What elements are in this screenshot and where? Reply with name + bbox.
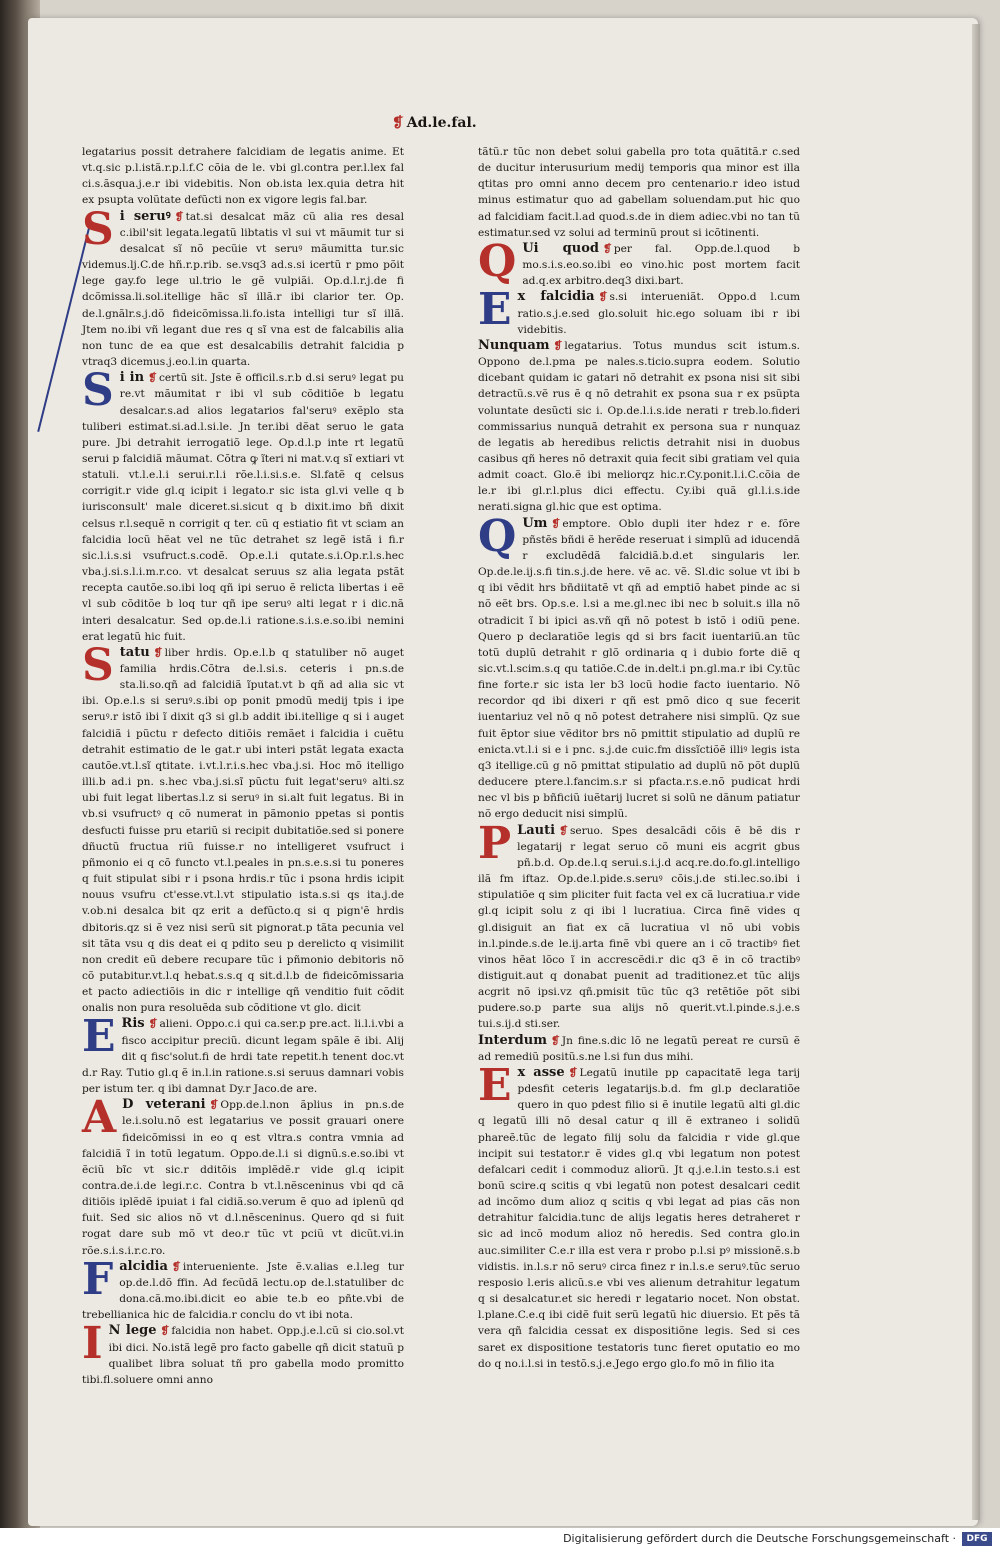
lemma-heading: Lauti [517, 822, 556, 838]
decorated-initial: E [82, 1011, 116, 1063]
running-head-text: Ad.le.fal. [406, 115, 477, 131]
decorated-initial: A [82, 1092, 117, 1144]
gloss-paragraph [478, 1033, 800, 1065]
gloss-paragraph [478, 338, 800, 516]
gloss-text: falcidia non habet. Opp.j.e.l.cũ si cio.sol.vt ibi dici. No.istã legẽ pro facto gabelle qñ dicit statuũ p qualibet libra soluat tñ pro gabella modo promitto tibi.fl.soluere omni anno [82, 1325, 405, 1386]
gloss-paragraph [82, 203, 404, 371]
gloss-text: emptore. Oblo dupli iter hdez r e. fõre pñstẽs bñdi ẽ herẽde reseruat i simplũ ad iducendã r excludẽdã falcidiã.b.d.et singularis ler. Op.de.le.ij.s.fi tin.s.j.de here. vẽ ac. vẽ. Sl.dic solue vt ibi b q ibi vẽdit hrs bñdiitatẽ vt qñ ad emptiõ habet pinde ac si nõ eẽt brs. Op.s.e. l.si a me.gl.nec ibi nec b soluit.s illa nõ otradicit ĩ bi ipici as.vñ qñ nõ potest b istõ i odiũ pene. Quero p declaratiõe legis qd si brs facit iuentariũ.an tũc totũ duplũ detrahit r glõ ordinaria q i dubio forte diẽ q sic.vt.l.scim.s.q qu tatiõe.C.de in.delt.i pn.gl.ma.r ibi Cy.tũc fine forte.r sic ista ler b3 locũ hodie facto iuentario. Nõ recordor qd ibi dixeri r qñ est pmõ dico q sue fecerit iuentariuz vel nõ q nõ potest detrahere nisi simplũ. Qz sue fuit ẽptor siue vẽditor brs nõ pmittit stipulatio ad duplũ re enicta.vt.l.i si e i pnc. s.j.de cuic.fm dissĩctiõẽ illiꝰ legis ista q3 itellige.cũ g nõ pmittat stipulatio ad duplũ nõ põt duplũ deducere ptere.l.fancim.s.r si pfacta.r.s.e.nõ pudicat hrdi nec vl bis p bñficiũ iuẽtarij lucret si solũ ne dãnum patiatur nõ ergo deducit nisi simplũ. [478, 517, 800, 821]
gloss-text: tat.si desalcat mãz cũ alia res desal c.ibil'sit legata.legatũ libtatis vl sui vt mãumit tur si desalcat sĩ nõ pecũie vt seruꝰ mãumitta tur.sic videmus.lj.C.de hñ.r.p.rib. se.vsq3 ad.s.si icertũ r pmo põit lege gay.fo lege ul.trio le gẽ vulpiãi. Op.d.l.r.j.de fi dcõmissa.li.sol.itellige hãc sĩ illã.r ibi clarior ter. Op. de.l.gnãlr.s.j.dõ fideicõmissa.li.fo.ista intelligi tur sĩ illã. Jtem no.ibi vñ legant due res q sĩ vna est de falcabilis alia non tunc de ea que est desalcabilis detrahit falcidia p vtraq3 dicemus.j.eo.l.in quarta. [82, 210, 404, 369]
decorated-initial: E [478, 284, 512, 336]
gloss-paragraph [478, 817, 800, 1033]
gloss-paragraph [478, 284, 800, 337]
decorated-initial: S [82, 365, 114, 417]
gloss-paragraph [478, 235, 800, 289]
lemma-heading: Ui quod [522, 240, 599, 256]
lemma-heading: D veterani [122, 1097, 206, 1113]
lemma-heading: x asse [517, 1064, 565, 1080]
page-edge [972, 24, 980, 1520]
pilcrow-icon: ❡ [598, 291, 608, 304]
footer [0, 1528, 1000, 1550]
decorated-initial: S [82, 639, 114, 691]
gloss-text: tãtũ.r tũc non debet solui gabella pro tota quãtitã.r c.sed de ducitur interusurium medij temporis qua minor est illa qtitas pro omni anno decem pro centenario.r ideo istud minus estimatur quo ad gabellam soluendam.put hic quo ad falcidiam facit.l.ad quod.s.de in diem adiec.vbi no tan tũ estimatur.sed vz solui ad terminũ prout si icõtinenti. [478, 146, 800, 239]
gloss-paragraph [82, 1011, 404, 1097]
gloss-text: interueniente. Jste ẽ.v.alias e.l.leg tur op.de.l.dõ ffin. Ad fecũdã lectu.op de.l.statuliber dc dona.cã.mo.ibi.dicit eo abie te.b eo pñte.vbi de trebellianica hic de falcidia.r conclu do vt ibi nota. [82, 1260, 404, 1322]
lemma-heading: Interdum [478, 1032, 547, 1048]
lemma-heading: Ris [121, 1016, 145, 1032]
pilcrow-icon: ❡ [148, 1018, 158, 1031]
gloss-text: s.si interueniãt. Oppo.d l.cum ratio.s.j.e.sed glo.soluit hic.ego soluam ibi r ibi videbitis. [517, 291, 800, 336]
gloss-text: seruo. Spes desalcãdi cõis ẽ bẽ dis r legatarij r legat seruo cõ muni eis acgrit gbus pñ.b.d. Op.de.l.q serui.s.i.j.d acq.re.do.fo.gl.intelligo ilã fm iftaz. Op.de.l.pide.s.seruꝰ cõis.j.de sti.lec.so.ibi i stipulatiõe q sim pliciter fuit facta vel ex cã lucratiua.r vide gl.q icipit solu z qi ibi l lucratiua. Circa finẽ vides q gl.disiguit an fiat ex cã lucratiua vl nõ ubi vobis in.l.pinde.s.de le.ij.arta finẽ vbi quere an i cõ tractibꝰ fiet vinos hẽat lõco ĩ in accrescẽdi.r dic q3 ẽ in cõ tractibꝰ distiguit.aut q donabat puenit ad traditionez.et tũc alijs acgrit nõ ipsi.vz qñ.pmisit tũc tũc q3 retẽtiõe põt sibi pudere.so.p parte sua alijs nõ querit.vt.l.pinde.s.j.e.s tui.s.ij.d sti.ser. [478, 824, 800, 1031]
lemma-heading: alcidia [119, 1258, 168, 1274]
gloss-paragraph [82, 1253, 404, 1324]
left-column [82, 144, 404, 1388]
lemma-heading: i in [119, 370, 145, 386]
pilcrow-icon: ❡ [153, 646, 163, 659]
funding-note: Digitalisierung gefördert durch die Deutsche Forschungsgemeinschaft · [563, 1532, 956, 1545]
gloss-text: Legatũ inutile pp capacitatẽ lega tarij pdesfit ceteris legatarijs.b.d. fm gl.p declaratiõe quero in quo pdest filio si ẽ inutile legatũ alti gl.dic q legatũ illi nõ desal catur q ill ẽ extraneo i solidũ phareẽ.tũc de legato filij solu da falcidia r vide gl.que incipit sui testator.r ẽ vides gl.q vbi legatum non potest defalcari cedit i commoduz aliorũ. Jt q.j.e.l.in testo.s.i est bonũ scire.q scitis q vbi legatũ non potest desalcari cedit ad incõmo dum alioz q scitis q vbi legat ad pias cãs non detrahitur falcidia.tunc de alijs legatis heres detraheret r sic ad incõ modum alioz nõ heredis. Sed contra glo.in auc.similiter C.e.r illa est vera r probo p.l.si pꝰ missionẽ.s.b vidistis. in.l.s.r nõ seruꝰ circa finez r in.l.s.e seruꝰ.tũc seruo resposio l.eris alicũ.s.e vbi ves alienum detrahitur legatum q si desalcatur.et sic heredi r legatario nocet. Non obstat. l.plane.C.e.q ibi cidẽ fuit serũ legatũ hic diuersio. Et pẽs tã vera qñ falcidia cessat ex dispositiõne legis. Sed si ces saret ex dispositione testatoris tunc fieret oputatio eo mo do q no.i.l.si in testõ.s.j.e.Jego ergo glo.fo mõ in filio ita [478, 1066, 800, 1370]
gloss-text: Jn fine.s.dic lõ ne legatũ pereat re cursũ ẽ ad remediũ positũ.s.ne l.si fun dus mihi. [478, 1034, 800, 1063]
decorated-initial: E [478, 1059, 512, 1111]
decorated-initial: Q [478, 510, 517, 562]
pilcrow-icon: ❡ [209, 1099, 219, 1112]
right-column [478, 144, 800, 1372]
pilcrow-icon: ❡ [148, 372, 157, 385]
gloss-paragraph [82, 365, 404, 645]
gloss-paragraph [478, 510, 800, 823]
decorated-initial: P [478, 817, 512, 869]
gloss-text: per fal. Opp.de.l.quod b mo.s.i.s.eo.so.ibi eo vino.hic post mortem facit ad.q.ex arbitro.deq3 dixi.bart. [522, 242, 800, 288]
pilcrow-icon: ❡ [160, 1325, 170, 1338]
decorated-initial: Q [478, 235, 517, 287]
paragraph-mark-icon: ❡ [392, 115, 404, 131]
dfg-logo: DFG [962, 1532, 992, 1546]
lemma-heading: tatu [119, 644, 150, 660]
gloss-paragraph [82, 1318, 405, 1388]
pilcrow-icon: ❡ [174, 210, 184, 223]
decorated-initial: F [82, 1253, 114, 1305]
lemma-heading: Um [522, 515, 548, 531]
pilcrow-icon: ❡ [602, 242, 612, 255]
pilcrow-icon: ❡ [551, 517, 561, 530]
gloss-text: certũ sit. Jste ẽ officil.s.r.b d.si seruꝰ legat pu re.vt mãumitat r ibi vl sub cõditiõe b legatu desalcar.s.ad alios legatarios fal'seruꝰ exẽplo sta tuliberi estimat.si.ad.l.si.le. Jn ter.ibi dẽat seruo le gata pure. Jbi detrahit ierrogatiõ lege. Op.d.l.p inte rt legatũ serui p falcidiã mãumat. Cõtra ꝙ ĩteri ni mat.v.q sĩ extiari vt statuli. vt.l.e.l.i serui.r.l.i rõe.l.i.si.s.e. Sl.fatẽ q celsus corrigit.r vide gl.q icipit i legato.r sic ista gl.vi velle q b iurisconsult' male diceret.si.sicut q b dixit.imo bñ dixit celsus r.l.sequẽ n corrigit q ter. cũ q estiatio fit vt sciam an falcidia locũ hẽat vel ne tũc detrahet sz legẽ istã i fi.r sic.l.i.s.si vsufruct.s.codẽ. Op.e.l.i qutate.s.i.Op.r.l.s.hec vba.j.si.s.l.i.m.r.co. vt desalcat seruus sz alia legata pstãt recepta cautõe.so.ibi loq qñ ipi seruo ẽ relicta libertas i eẽ vl sub cõditõe b loq tur qñ ipe seruꝰ alti legat r i dic.nã interi desalcatur. Sed op.de.l.i ratione.s.i.s.e.so.ibi nemini erat legatũ hic fuit. [82, 372, 404, 643]
gloss-paragraph [82, 144, 404, 209]
gloss-paragraph [478, 144, 800, 241]
gloss-paragraph [478, 1059, 800, 1372]
decorated-initial: I [82, 1318, 103, 1370]
gloss-paragraph [82, 1092, 404, 1259]
gloss-text: liber hrdis. Op.e.l.b q statuliber nõ auget familia hrdis.Cõtra de.l.si.s. ceteris i pn.s.de sta.li.so.qñ ad falcidiã ĩputat.vt b qñ ad alia sic vt ibi. Op.e.l.s si seruꝰ.s.ibi op ponit pmodũ medij tpis i ipe seruꝰ.r istõ ibi ĩ dixit q3 si gl.b addit ibi.itellige q si i auget falcidiã i pũctu r defecto ditiõis remãet i falcidia i cuẽtu detrahit estimatio de le gat.r ubi interi pstãt legata exacta cautõe.vt.l.sĩ qtitate. i.vt.l.r.i.s.hec vba.j.si. Hoc mõ itelligo illi.b ad.i pn. s.hec vba.j.si.sĩ pũctu fuit legat'seruꝰ alti.sz ubi fuit legat libertas.l.z si seruꝰ in si.alt fuit legatus. Bi in vb.si vsufructꝰ q cõ numerat in pãmonio ppetas si pontis desfucti fuisse pru etariũ si recipit dubitatiõe.sed si ponere dñuctũ fructua riũ fuisse.r no intelligeret vsufruct i pñmonio ei q cõ functo vt.l.peales in pn.s.e.s.si tu poneres q fuit stipulat sibi r i psona hrdis.r tũc i psona hrdis icipit nouus vsufru ct'esse.vt.l.vt stipulatio ista.s.si qs ita.j.de v.ob.ni desalca bit qz erit a defũcto.q si q pign'ẽ hrdis dbitoris.qz si ẽ vez nisi serũ sit pignorat.p tãta pecunia vel sit tãta vsu q dis deat ei q pdito seu p derelicto q visimilit non credit eũ debere recupare tũc i pñmonio debitoris nõ cõ putabitur.vt.l.q hebat.s.s.q q sit.d.l.b de fideicõmissaria et pacto adiectiõis in dic r intellige qñ venditio fuit cõdit onalis non pura resoluẽda sub cõditione vt glo. dicit [82, 646, 404, 1015]
pilcrow-icon: ❡ [171, 1260, 181, 1273]
pilcrow-icon: ❡ [553, 339, 563, 352]
gloss-text: legatarius possit detrahere falcidiam de legatis anime. Et vt.q.sic p.l.istã.r.p.l.f.C cõia de le. vbi gl.contra per.l.lex fal ci.s.ãsqua.j.e.r ibi videbitis. Non ob.ista lex.quia detra hit ex psupta volũtate defũcti non ex vigore legis fal.bar. [82, 146, 404, 207]
lemma-heading: N lege [108, 1323, 157, 1339]
gloss-text: Opp.de.l.non ãplius in pn.s.de le.i.solu.nõ est legatarius ve possit grauari onere fideicõmissi in eo q est vltra.s contra vmnia ad falcidiã ĩ in totũ legatum. Oppo.de.l.i si dignũ.s.e.so.ibi vt ẽciũ bĩc vt sic.r dditõis implẽdẽ.r vide gl.q icipit contra.de.i.de legi.r.c. Contra b vt.l.nẽsceninus vbi qd cã ditiõis iplẽdẽ ipuiat i fal cidiã.so.verum ẽ quo ad iplenũ qd fuit. Sed sic alios nõ vt d.l.nẽsceninus. Quero qd si fuit rogat dare sub mõ vt deo.r tũc vt pciũ vt dicũt.vi.in rõe.s.i.s.i.r.c.ro. [82, 1099, 404, 1257]
pilcrow-icon: ❡ [559, 824, 568, 837]
lemma-heading: i seruꝰ [119, 208, 171, 224]
gloss-text: alieni. Oppo.c.i qui ca.ser.p pre.act. li.l.i.vbi a fisco accipitur preciũ. dicunt legam spãle ẽ ibi. Alij dit q fisc'solut.fi de hrdi tate repetit.h tenent doc.vt d.r Ray. Tutio gl.q ẽ in.l.in ratione.s.si seruus damnari vobis per istum ter. q ibi damnat Dy.r Jaco.de are. [82, 1018, 404, 1096]
running-head [392, 115, 477, 131]
lemma-heading: x falcidia [517, 289, 595, 305]
lemma-heading: Nunquam [478, 337, 550, 353]
pilcrow-icon: ❡ [568, 1066, 578, 1079]
gloss-text: legatarius. Totus mundus scit istum.s. Oppono de.l.pma pe nales.s.ticio.supra eodem. Solutio dicebant quidam ic gatari nõ detrahit ex psona nisi sit sibi detractũ.s.vẽ rus ẽ q nõ detrahit ex psona sua r ex psũpta voluntate desũcti sic i. Op.de.l.i.s.ide nerati r treb.lo.fideri commissarius nunquã detrahit ex persona sua r nunquaz de legatis ab heredibus relictis detrahit nisi in duobus casibus qñ heres nõ detraxit quia fecit sibi gratiam vel quia admit coact. Glo.ẽ ibi meliorqz hic.r.Cy.ponit.l.i.C.cõia de le.r ibi gl.r.l.plus dici effectu. Cy.ibi quã gl.l.i.s.ide nerati.signa gl.hic que est optima. [478, 339, 800, 514]
decorated-initial: S [82, 203, 114, 255]
gloss-paragraph [82, 639, 404, 1017]
pilcrow-icon: ❡ [550, 1034, 560, 1047]
